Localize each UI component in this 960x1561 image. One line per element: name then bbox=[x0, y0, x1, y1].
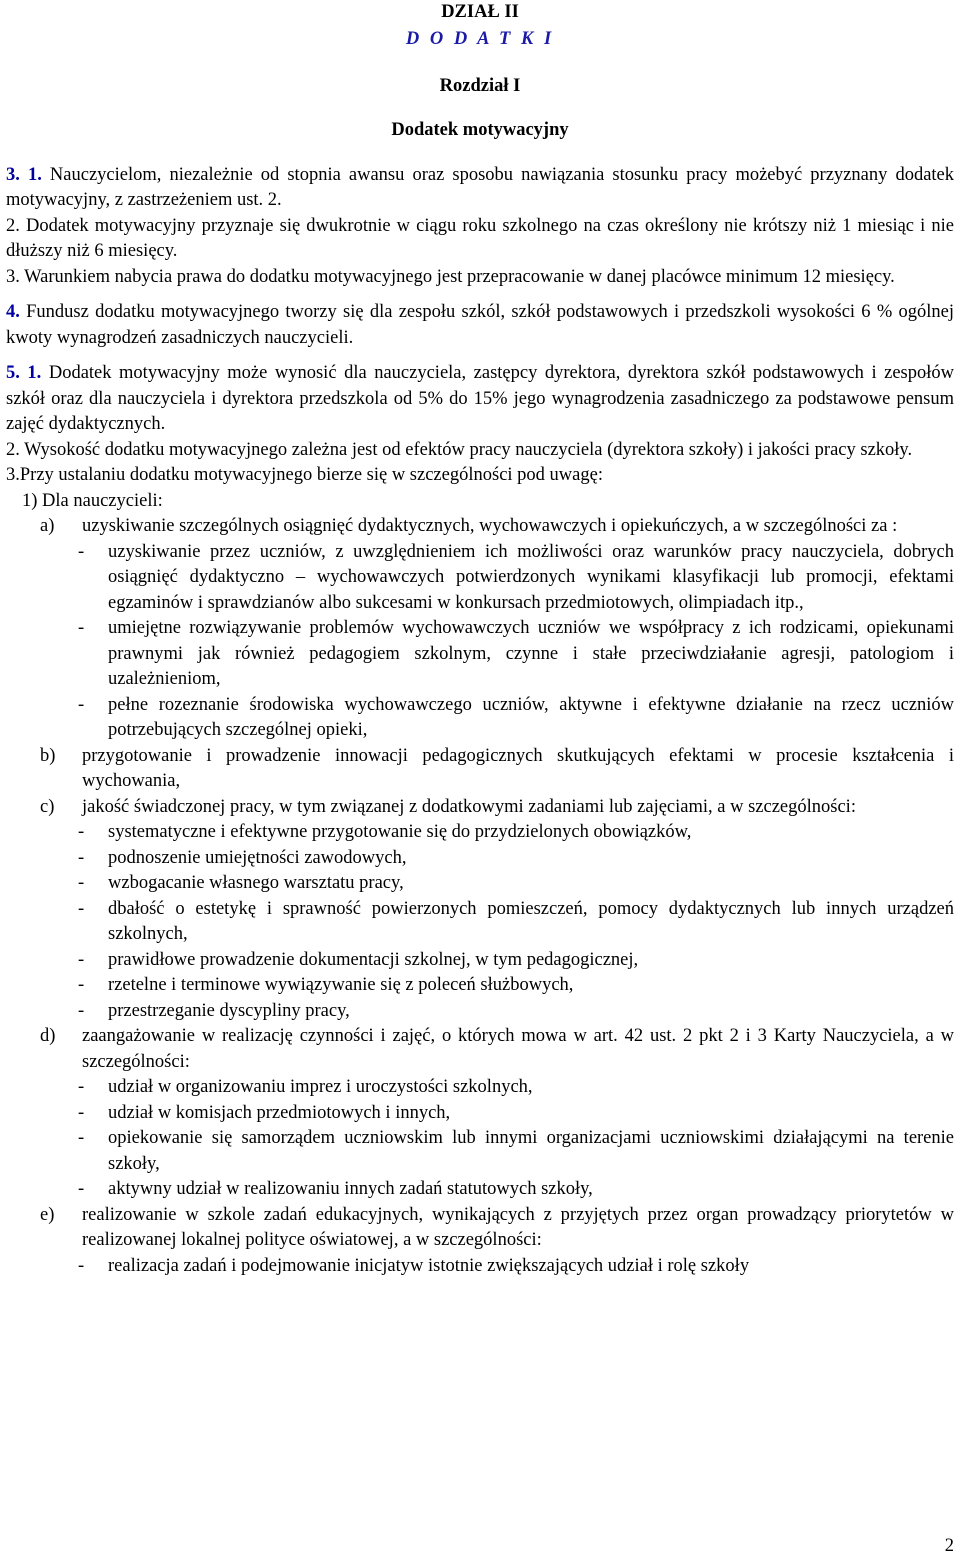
subitem-text: umiejętne rozwiązywanie problemów wychowawczych uczniów we współpracy z ich rodzicami, opiekunami prawnymi jak również pedagogiem szkolnym, czynne i stałe przeciwdziałanie agresji, patologiom i uzależnieniom, bbox=[108, 618, 954, 689]
item-label: d) bbox=[40, 1026, 56, 1046]
document-title: Dodatek motywacyjny bbox=[391, 120, 569, 140]
paragraph-5-3: 3.Przy ustalaniu dodatku motywacyjnego bierze się w szczególności pod uwagę: bbox=[6, 465, 603, 485]
criteria-item bbox=[6, 1024, 954, 1075]
subitem-text: realizacja zadań i podejmowanie inicjatyw istotnie zwiększających udział i rolę szkoły bbox=[108, 1255, 750, 1276]
criteria-subitem bbox=[6, 616, 954, 693]
paragraph-3-1: 3. 1. Nauczycielom, niezależnie od stopnia awansu oraz sposobu nawiązania stosunku pracy możebyć przyznany dodatek motywacyjny, z zastrzeżeniem ust. 2. bbox=[6, 164, 955, 210]
criteria-subitem bbox=[6, 540, 954, 617]
dash-bullet: - bbox=[78, 1000, 85, 1021]
page-number: 2 bbox=[944, 1535, 954, 1556]
criteria-item bbox=[6, 744, 954, 795]
subitem-text: wzbogacanie własnego warsztatu pracy, bbox=[108, 873, 404, 893]
criteria-subitem bbox=[6, 1101, 954, 1127]
paragraph-4: 4. Fundusz dodatku motywacyjnego tworzy się dla zespołu szkól, szkół podstawowych i przedszkoli wysokości 6 % ogólnej kwoty wynagrodzeń zasadniczych nauczycieli. bbox=[6, 302, 954, 348]
subitem-text: systematyczne i efektywne przygotowanie się do przydzielonych obowiązków, bbox=[108, 822, 692, 842]
paragraph-5-1: 5. 1. Dodatek motywacyjny może wynosić dla nauczyciela, zastępcy dyrektora, dyrektora szkół podstawowych i zespołów szkół oraz dla nauczyciela i dyrektora przedszkola od 5% do 15% jego wynagrodzenia zasadniczego za podstawowe pensum zajęć dydaktycznych. bbox=[6, 363, 955, 434]
subitem-text: pełne rozeznanie środowiska wychowawczego uczniów, aktywne i efektywne działanie na rzecz uczniów potrzebujących szczególnej opieki, bbox=[108, 694, 954, 740]
document-page bbox=[6, 0, 954, 1279]
criteria-subitem bbox=[6, 693, 954, 744]
criteria-subitem bbox=[6, 999, 954, 1025]
subitem-text: uzyskiwanie przez uczniów, z uwzględnieniem ich możliwości oraz warunków pracy nauczyciela, dobrych osiągnięć dydaktyczno – wychowawczych potwierdzonych wynikami klasyfikacji lub promocji, efektami egzaminów i sprawdzianów albo sukcesami w konkursach przedmiotowych, olimpiadach itp., bbox=[108, 541, 954, 613]
criteria-subitem bbox=[6, 820, 954, 846]
item-label: c) bbox=[40, 796, 55, 817]
criteria-list bbox=[6, 514, 954, 1279]
criteria-subitem bbox=[6, 871, 954, 897]
dash-bullet: - bbox=[78, 949, 85, 970]
subitem-text: opiekowanie się samorządem uczniowskim lub innymi organizacjami uczniowskimi działającymi na terenie szkoły, bbox=[108, 1128, 954, 1174]
dash-bullet: - bbox=[78, 1077, 85, 1097]
dash-bullet: - bbox=[78, 694, 85, 715]
criteria-subitem bbox=[6, 897, 954, 948]
criteria-subitem bbox=[6, 846, 954, 872]
item-text: realizowanie w szkole zadań edukacyjnych, wynikających z przyjętych przez organ prowadzący priorytetów w realizowanej lokalnej polityce oświatowej, a w szczególności: bbox=[82, 1204, 954, 1250]
dash-bullet: - bbox=[78, 1128, 85, 1148]
dash-bullet: - bbox=[78, 975, 85, 995]
subitem-text: rzetelne i terminowe wywiązywanie się z poleceń służbowych, bbox=[108, 975, 574, 995]
dash-bullet: - bbox=[78, 618, 85, 638]
criteria-subitem bbox=[6, 1126, 954, 1177]
dash-bullet: - bbox=[78, 847, 85, 868]
paragraph-3-3: 3. Warunkiem nabycia prawa do dodatku motywacyjnego jest przepracowanie w danej placówce minimum 12 miesięcy. bbox=[6, 266, 895, 287]
paragraph-5-3-1: 1) Dla nauczycieli: bbox=[22, 490, 163, 511]
dash-bullet: - bbox=[78, 1255, 85, 1276]
criteria-subitem bbox=[6, 1177, 954, 1203]
criteria-subitem bbox=[6, 1075, 954, 1101]
criteria-subitem bbox=[6, 948, 954, 974]
criteria-item bbox=[6, 795, 954, 821]
paragraph-number: 5. 1. bbox=[6, 363, 42, 383]
subitem-text: udział w komisjach przedmiotowych i innych, bbox=[108, 1102, 451, 1123]
paragraph-number: 4. bbox=[6, 302, 20, 322]
item-text: zaangażowanie w realizację czynności i zajęć, o których mowa w art. 42 ust. 2 pkt 2 i 3 Karty Nauczyciela, a w szczególności: bbox=[82, 1026, 954, 1072]
paragraph-5-2: 2. Wysokość dodatku motywacyjnego zależna jest od efektów pracy nauczyciela (dyrektora szkoły) i jakości pracy szkoły. bbox=[6, 439, 913, 460]
subitem-text: przestrzeganie dyscypliny pracy, bbox=[108, 1000, 350, 1021]
criteria-item bbox=[6, 1203, 954, 1254]
criteria-subitem bbox=[6, 973, 954, 999]
item-text: jakość świadczonej pracy, w tym związanej z dodatkowymi zadaniami lub zajęciami, a w szczególności: bbox=[82, 796, 856, 817]
dash-bullet: - bbox=[78, 822, 85, 842]
dash-bullet: - bbox=[78, 898, 85, 919]
dash-bullet: - bbox=[78, 1179, 85, 1199]
item-text: przygotowanie i prowadzenie innowacji pedagogicznych skutkujących efektami w procesie kształcenia i wychowania, bbox=[82, 745, 954, 791]
criteria-subitem bbox=[6, 1254, 954, 1280]
chapter-heading: Rozdział I bbox=[439, 75, 521, 96]
dash-bullet: - bbox=[78, 873, 85, 893]
subitem-text: prawidłowe prowadzenie dokumentacji szkolnej, w tym pedagogicznej, bbox=[108, 949, 639, 970]
subitem-text: udział w organizowaniu imprez i uroczystości szkolnych, bbox=[108, 1077, 533, 1097]
paragraph-number: 3. 1. bbox=[6, 164, 42, 185]
subitem-text: aktywny udział w realizowaniu innych zadań statutowych szkoły, bbox=[108, 1179, 593, 1199]
item-label: a) bbox=[40, 516, 55, 536]
dash-bullet: - bbox=[78, 1102, 85, 1123]
criteria-item bbox=[6, 514, 954, 540]
item-label: e) bbox=[40, 1204, 55, 1225]
item-text: uzyskiwanie szczególnych osiągnięć dydaktycznych, wychowawczych i opiekuńczych, a w szczególności za : bbox=[82, 516, 898, 536]
subitem-text: dbałość o estetykę i sprawność powierzonych pomieszczeń, pomocy dydaktycznych lub innych urządzeń szkolnych, bbox=[108, 898, 954, 944]
section-subheading: D O D A T K I bbox=[405, 29, 555, 49]
paragraph-3-2: 2. Dodatek motywacyjny przyznaje się dwukrotnie w ciągu roku szkolnego na czas określony nie krótszy niż 1 miesiąc i nie dłuższy niż 6 miesięcy. bbox=[6, 215, 954, 261]
section-heading: DZIAŁ II bbox=[441, 2, 519, 22]
dash-bullet: - bbox=[78, 541, 85, 562]
item-label: b) bbox=[40, 745, 56, 766]
subitem-text: podnoszenie umiejętności zawodowych, bbox=[108, 847, 407, 868]
